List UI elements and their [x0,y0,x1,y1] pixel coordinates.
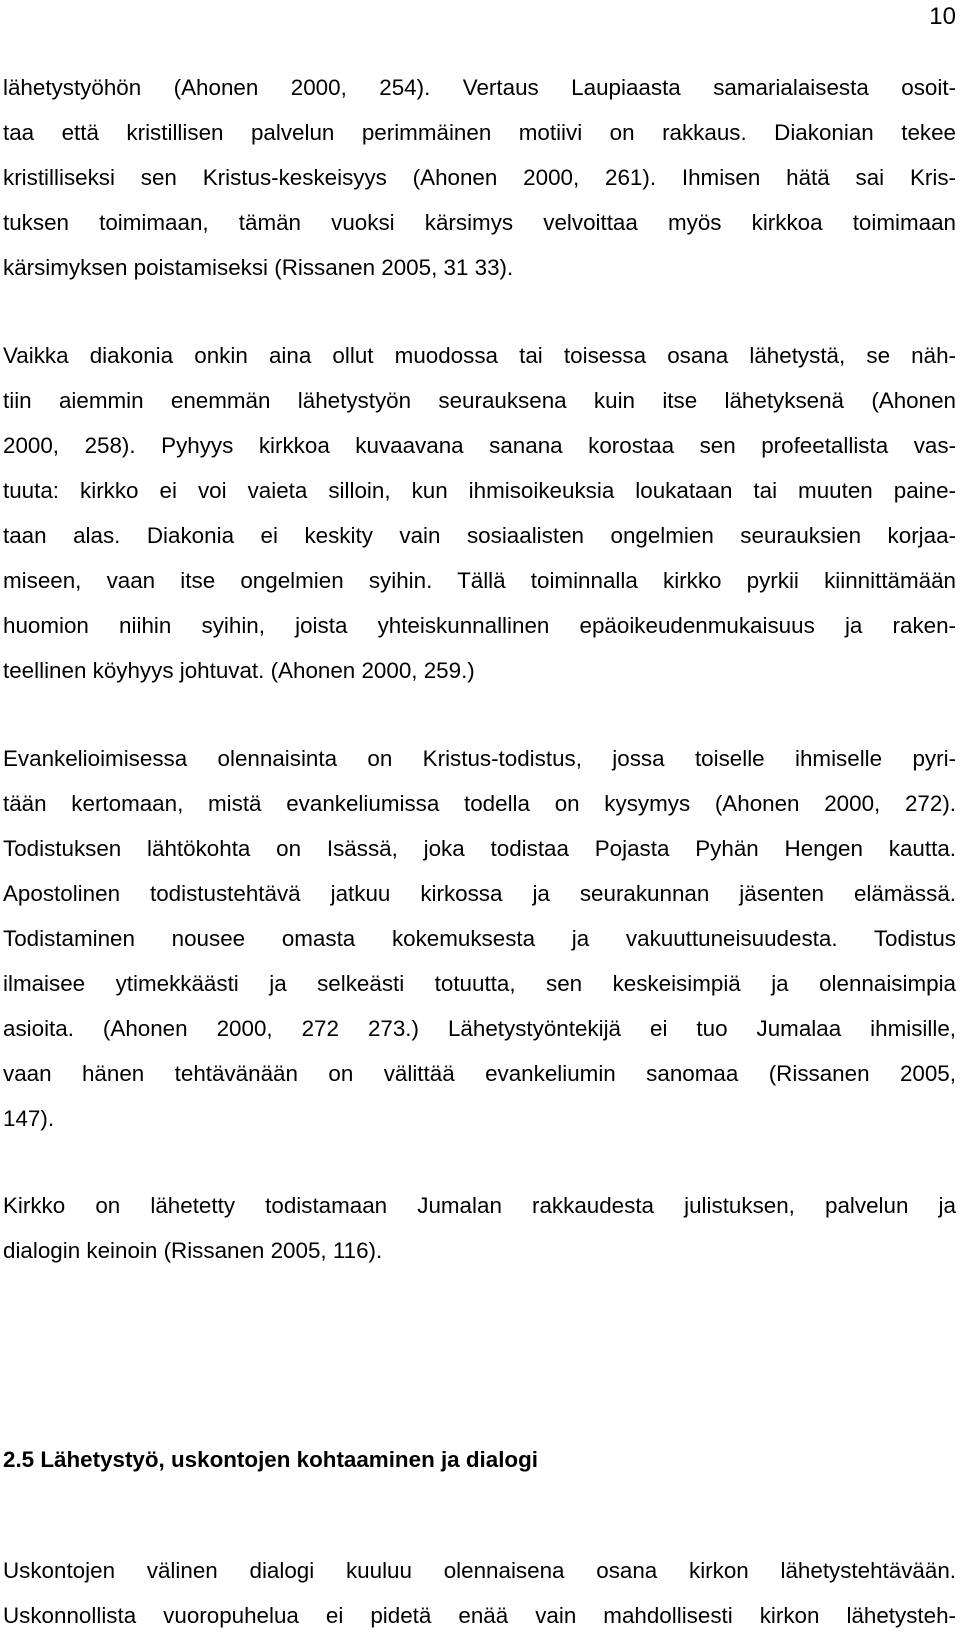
paragraph-2 [3,333,956,693]
text-line: Apostolinen todistustehtävä jatkuu kirkossa ja seurakunnan jäsenten elämässä. [3,881,956,906]
text-line: taa että kristillisen palvelun perimmäinen motiivi on rakkaus. Diakonian tekee [3,120,956,145]
text-line: vaan hänen tehtävänään on välittää evankeliumin sanomaa (Rissanen 2005, [3,1061,956,1086]
text-line: dialogin keinoin (Rissanen 2005, 116). [3,1238,383,1263]
text-line: Todistuksen lähtökohta on Isässä, joka todistaa Pojasta Pyhän Hengen kautta. [3,836,956,861]
text-line: tään kertomaan, mistä evankeliumissa todella on kysymys (Ahonen 2000, 272). [3,791,956,816]
text-line: tuksen toimimaan, tämän vuoksi kärsimys velvoittaa myös kirkkoa toimimaan [3,210,956,235]
text-line: 2000, 258). Pyhyys kirkkoa kuvaavana sanana korostaa sen profeetallista vas- [3,433,956,458]
text-line: lähetystyöhön (Ahonen 2000, 254). Vertaus Laupiaasta samarialaisesta osoit- [3,75,956,100]
paragraph-1 [3,65,956,290]
page-number: 10 [929,3,956,30]
text-line: Evankelioimisessa olennaisinta on Kristus-todistus, jossa toiselle ihmiselle pyri- [3,746,956,771]
text-line: kärsimyksen poistamiseksi (Rissanen 2005, 31 33). [3,255,514,280]
paragraph-4 [3,1183,956,1273]
paragraph-3 [3,736,956,1141]
text-line: tuuta: kirkko ei voi vaieta silloin, kun ihmisoikeuksia loukataan tai muuten paine- [3,478,956,503]
paragraph-5 [3,1548,956,1638]
text-line: Todistaminen nousee omasta kokemuksesta ja vakuuttuneisuudesta. Todistus [3,926,956,951]
text-line: Vaikka diakonia onkin aina ollut muodossa tai toisessa osana lähetystä, se näh- [3,343,956,368]
text-line: 147). [3,1106,55,1131]
text-line: asioita. (Ahonen 2000, 272 273.) Lähetystyöntekijä ei tuo Jumalaa ihmisille, [3,1016,956,1041]
text-line: tiin aiemmin enemmän lähetystyön seurauksena kuin itse lähetyksenä (Ahonen [3,388,956,413]
text-line: miseen, vaan itse ongelmien syihin. Tällä toiminnalla kirkko pyrkii kiinnittämään [3,568,956,593]
text-line: taan alas. Diakonia ei keskity vain sosiaalisten ongelmien seurauksien korjaa- [3,523,956,548]
text-line: teellinen köyhyys johtuvat. (Ahonen 2000, 259.) [3,658,475,683]
text-line: ilmaisee ytimekkäästi ja selkeästi totuutta, sen keskeisimpiä ja olennaisimpia [3,971,956,996]
text-line: Uskonnollista vuoropuhelua ei pidetä enää vain mahdollisesti kirkon lähetysteh- [3,1603,956,1628]
text-line: kristilliseksi sen Kristus-keskeisyys (Ahonen 2000, 261). Ihmisen hätä sai Kris- [3,165,956,190]
text-line: Uskontojen välinen dialogi kuuluu olennaisena osana kirkon lähetystehtävään. [3,1558,956,1583]
text-line: Kirkko on lähetetty todistamaan Jumalan rakkaudesta julistuksen, palvelun ja [3,1193,956,1218]
text-line: huomion niihin syihin, joista yhteiskunnallinen epäoikeudenmukaisuus ja raken- [3,613,956,638]
section-heading: 2.5 Lähetystyö, uskontojen kohtaaminen ja dialogi [3,1447,539,1472]
